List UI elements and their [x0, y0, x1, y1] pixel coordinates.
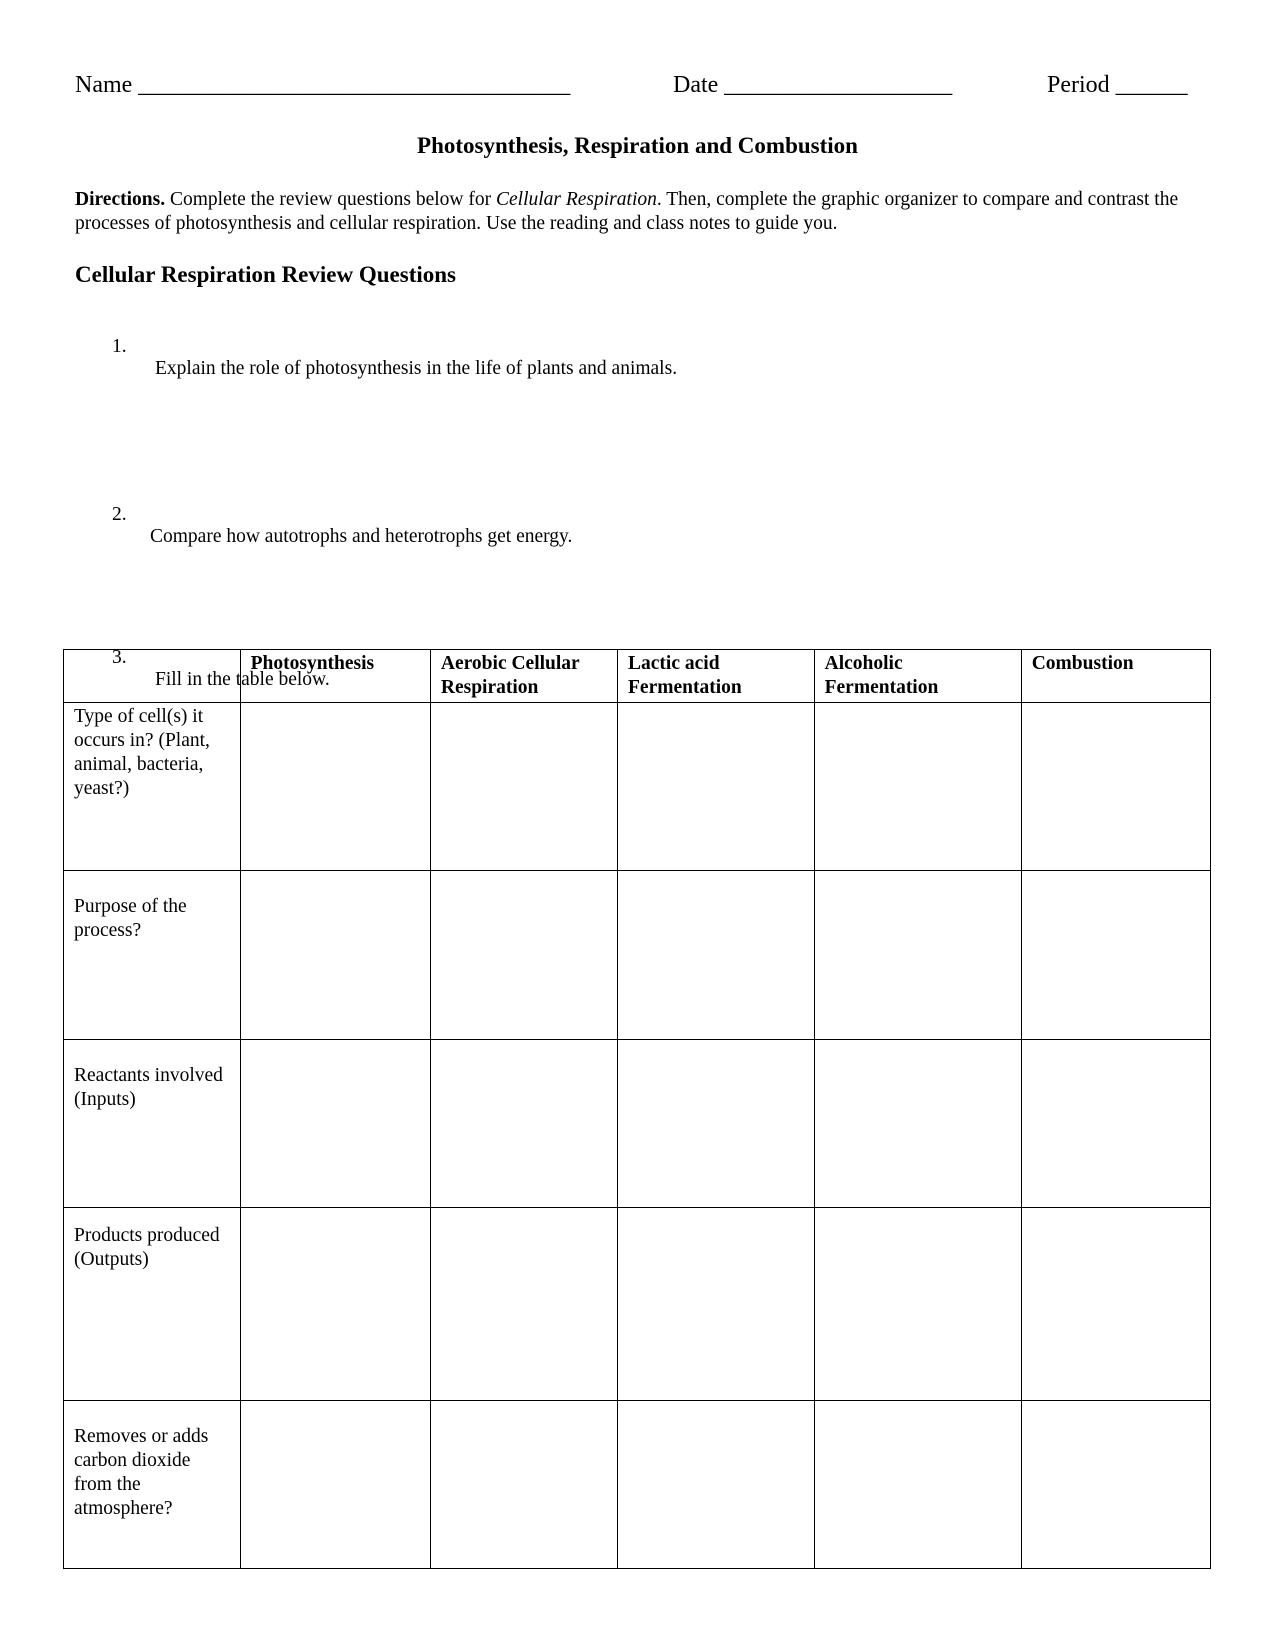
page-title: Photosynthesis, Respiration and Combustion [417, 133, 858, 158]
column-header: Alcoholic Fermentation [814, 650, 1021, 703]
answer-cell[interactable] [430, 1040, 617, 1208]
question-number: 1. [112, 336, 127, 357]
period-field[interactable]: Period ______ [1047, 72, 1188, 98]
question-1 [112, 314, 678, 380]
table-row [64, 1040, 1211, 1208]
question-number: 2. [112, 504, 127, 525]
answer-cell[interactable] [1021, 1208, 1210, 1401]
answer-cell[interactable] [240, 703, 430, 871]
row-label: Reactants involved (Inputs) [64, 1040, 241, 1208]
table-row [64, 871, 1211, 1040]
answer-cell[interactable] [618, 1040, 815, 1208]
answer-cell[interactable] [814, 871, 1021, 1040]
section-heading: Cellular Respiration Review Questions [75, 262, 456, 287]
answer-cell[interactable] [1021, 703, 1210, 871]
directions-italic: Cellular Respiration [495, 189, 657, 210]
answer-cell[interactable] [430, 703, 617, 871]
answer-cell[interactable] [618, 1401, 815, 1569]
answer-cell[interactable] [814, 1040, 1021, 1208]
column-header: Photosynthesis [240, 650, 430, 703]
answer-cell[interactable] [240, 871, 430, 1040]
answer-cell[interactable] [814, 1401, 1021, 1569]
directions-paragraph [75, 188, 1205, 236]
answer-cell[interactable] [240, 1208, 430, 1401]
answer-cell[interactable] [814, 1208, 1021, 1401]
answer-cell[interactable] [430, 1401, 617, 1569]
answer-cell[interactable] [430, 871, 617, 1040]
answer-cell[interactable] [1021, 1401, 1210, 1569]
answer-cell[interactable] [814, 703, 1021, 871]
column-header: Combustion [1021, 650, 1210, 703]
date-field[interactable]: Date ___________________ [673, 72, 953, 98]
answer-cell[interactable] [240, 1040, 430, 1208]
table-header-blank [64, 650, 241, 703]
answer-cell[interactable] [1021, 871, 1210, 1040]
question-2 [112, 482, 573, 548]
question-text: Explain the role of photosynthesis in the life of plants and animals. [155, 358, 678, 379]
column-header: Lactic acid Fermentation [618, 650, 815, 703]
answer-cell[interactable] [240, 1401, 430, 1569]
table-row [64, 1401, 1211, 1569]
directions-text-after: . Then, complete the graphic organizer to compare and contrast the processes of photosynthesis and cellular respiration. Use the reading and class notes to guide you. [75, 189, 1179, 234]
question-text: Compare how autotrophs and heterotrophs get energy. [150, 526, 573, 547]
question-number: 3. [112, 647, 127, 668]
answer-cell[interactable] [430, 1208, 617, 1401]
answer-cell[interactable] [618, 1208, 815, 1401]
answer-cell[interactable] [618, 871, 815, 1040]
question-text: Fill in the table below. [155, 669, 330, 690]
table-row [64, 1208, 1211, 1401]
column-header: Aerobic Cellular Respiration [430, 650, 617, 703]
directions-text-before: Complete the review questions below for [165, 189, 496, 210]
row-label: Purpose of the process? [64, 871, 241, 1040]
row-label: Type of cell(s) it occurs in? (Plant, animal, bacteria, yeast?) [64, 703, 241, 871]
row-label: Products produced (Outputs) [64, 1208, 241, 1401]
table-row [64, 703, 1211, 871]
comparison-table [63, 649, 1211, 1569]
directions-label: Directions. [75, 189, 166, 210]
table-header-row [64, 650, 1211, 703]
answer-cell[interactable] [1021, 1040, 1210, 1208]
name-field[interactable]: Name ____________________________________ [75, 72, 571, 98]
answer-cell[interactable] [618, 703, 815, 871]
row-label: Removes or adds carbon dioxide from the atmosphere? [64, 1401, 241, 1569]
